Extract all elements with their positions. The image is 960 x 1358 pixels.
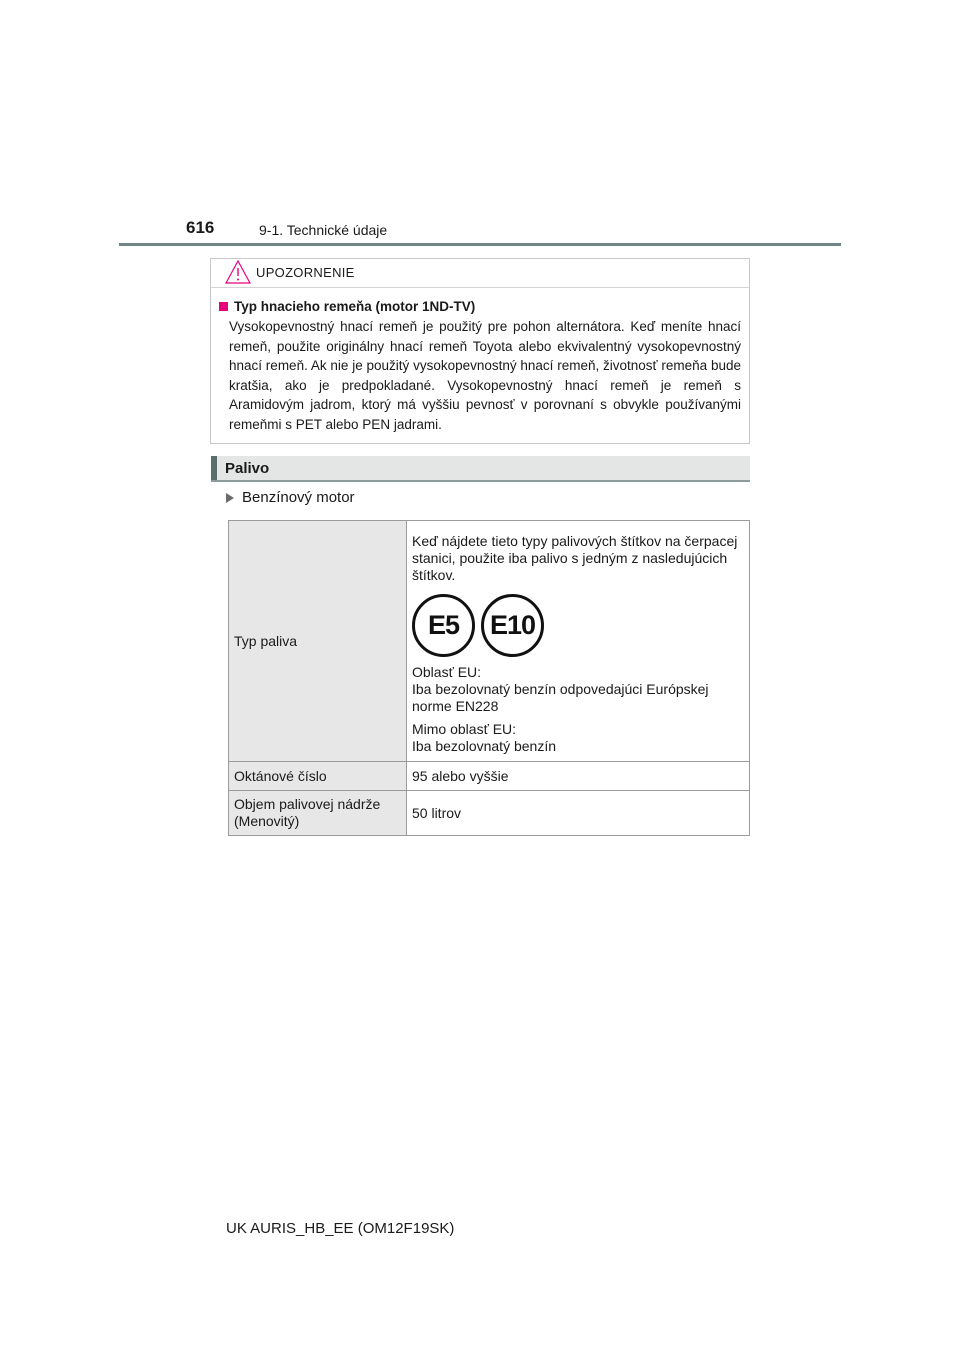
- fuel-type-label: [229, 521, 407, 762]
- square-bullet-icon: [219, 302, 228, 311]
- footer-code: UK AURIS_HB_EE (OM12F19SK): [226, 1220, 455, 1237]
- section-heading: [211, 456, 750, 482]
- tank-label-line1: Objem palivovej nádrže: [234, 796, 381, 812]
- section-heading-text: Palivo: [225, 460, 270, 477]
- fuel-spec-table: [228, 520, 750, 836]
- caution-box: [210, 258, 750, 444]
- fuel-type-desc: Keď nájdete tieto typy palivových štítkov na čerpacej stanici, použite iba palivo s jedným z nasledujúcich štítkov.: [412, 533, 738, 583]
- caution-label: UPOZORNENIE: [256, 265, 355, 280]
- bullet-item: [226, 489, 355, 506]
- non-eu-info: [412, 721, 744, 755]
- fuel-type-value: [407, 521, 750, 762]
- tank-value: 50 litrov: [407, 791, 750, 836]
- section-title: 9-1. Technické údaje: [259, 222, 388, 238]
- tank-label-line2: (Menovitý): [234, 813, 300, 829]
- caution-subheading-text: Typ hnacieho remeňa (motor 1ND-TV): [234, 299, 476, 314]
- fuel-label-e5: E5: [412, 594, 475, 657]
- heading-accent: [211, 456, 217, 480]
- non-eu-text: Iba bezolovnatý benzín: [412, 738, 556, 754]
- fuel-labels: [412, 594, 744, 657]
- table-row: [229, 791, 750, 836]
- octane-label: Oktánové číslo: [229, 762, 407, 791]
- caution-subheading: [219, 299, 741, 314]
- tank-label: [229, 791, 407, 836]
- non-eu-region: Mimo oblasť EU:: [412, 721, 517, 737]
- caution-body: [211, 288, 749, 434]
- caution-header: [211, 259, 749, 288]
- caution-text: Vysokopevnostný hnací remeň je použitý pre pohon alternátora. Keď meníte hnací remeň, použite originálny hnací remeň Toyota alebo ekvivalentný vysokopevnostný hnací remeň. Ak nie je použitý vysokopevnostný hnací remeň, životnosť remeňa bude kratšia, ako je predpokladané. Vysokopevnostný hnací remeň je remeň s Aramidovým jadrom, ktorý má vyššiu pevnosť v porovnaní s obvykle používanými remeňmi s PET alebo PEN jadrami.: [229, 319, 741, 432]
- page-number: 616: [186, 218, 215, 237]
- bullet-text: Benzínový motor: [242, 489, 355, 506]
- fuel-type-label-text: Typ paliva: [234, 633, 298, 649]
- warning-triangle-icon: [225, 260, 251, 284]
- eu-region: Oblasť EU:: [412, 664, 482, 680]
- eu-text: Iba bezolovnatý benzín odpovedajúci Európskej norme EN228: [412, 681, 709, 714]
- table-row: [229, 762, 750, 791]
- octane-value: 95 alebo vyššie: [407, 762, 750, 791]
- triangle-bullet-icon: [226, 493, 234, 503]
- table-row: [229, 521, 750, 762]
- header-rule: [119, 243, 841, 246]
- fuel-label-e10: E10: [481, 594, 544, 657]
- eu-info: [412, 664, 744, 715]
